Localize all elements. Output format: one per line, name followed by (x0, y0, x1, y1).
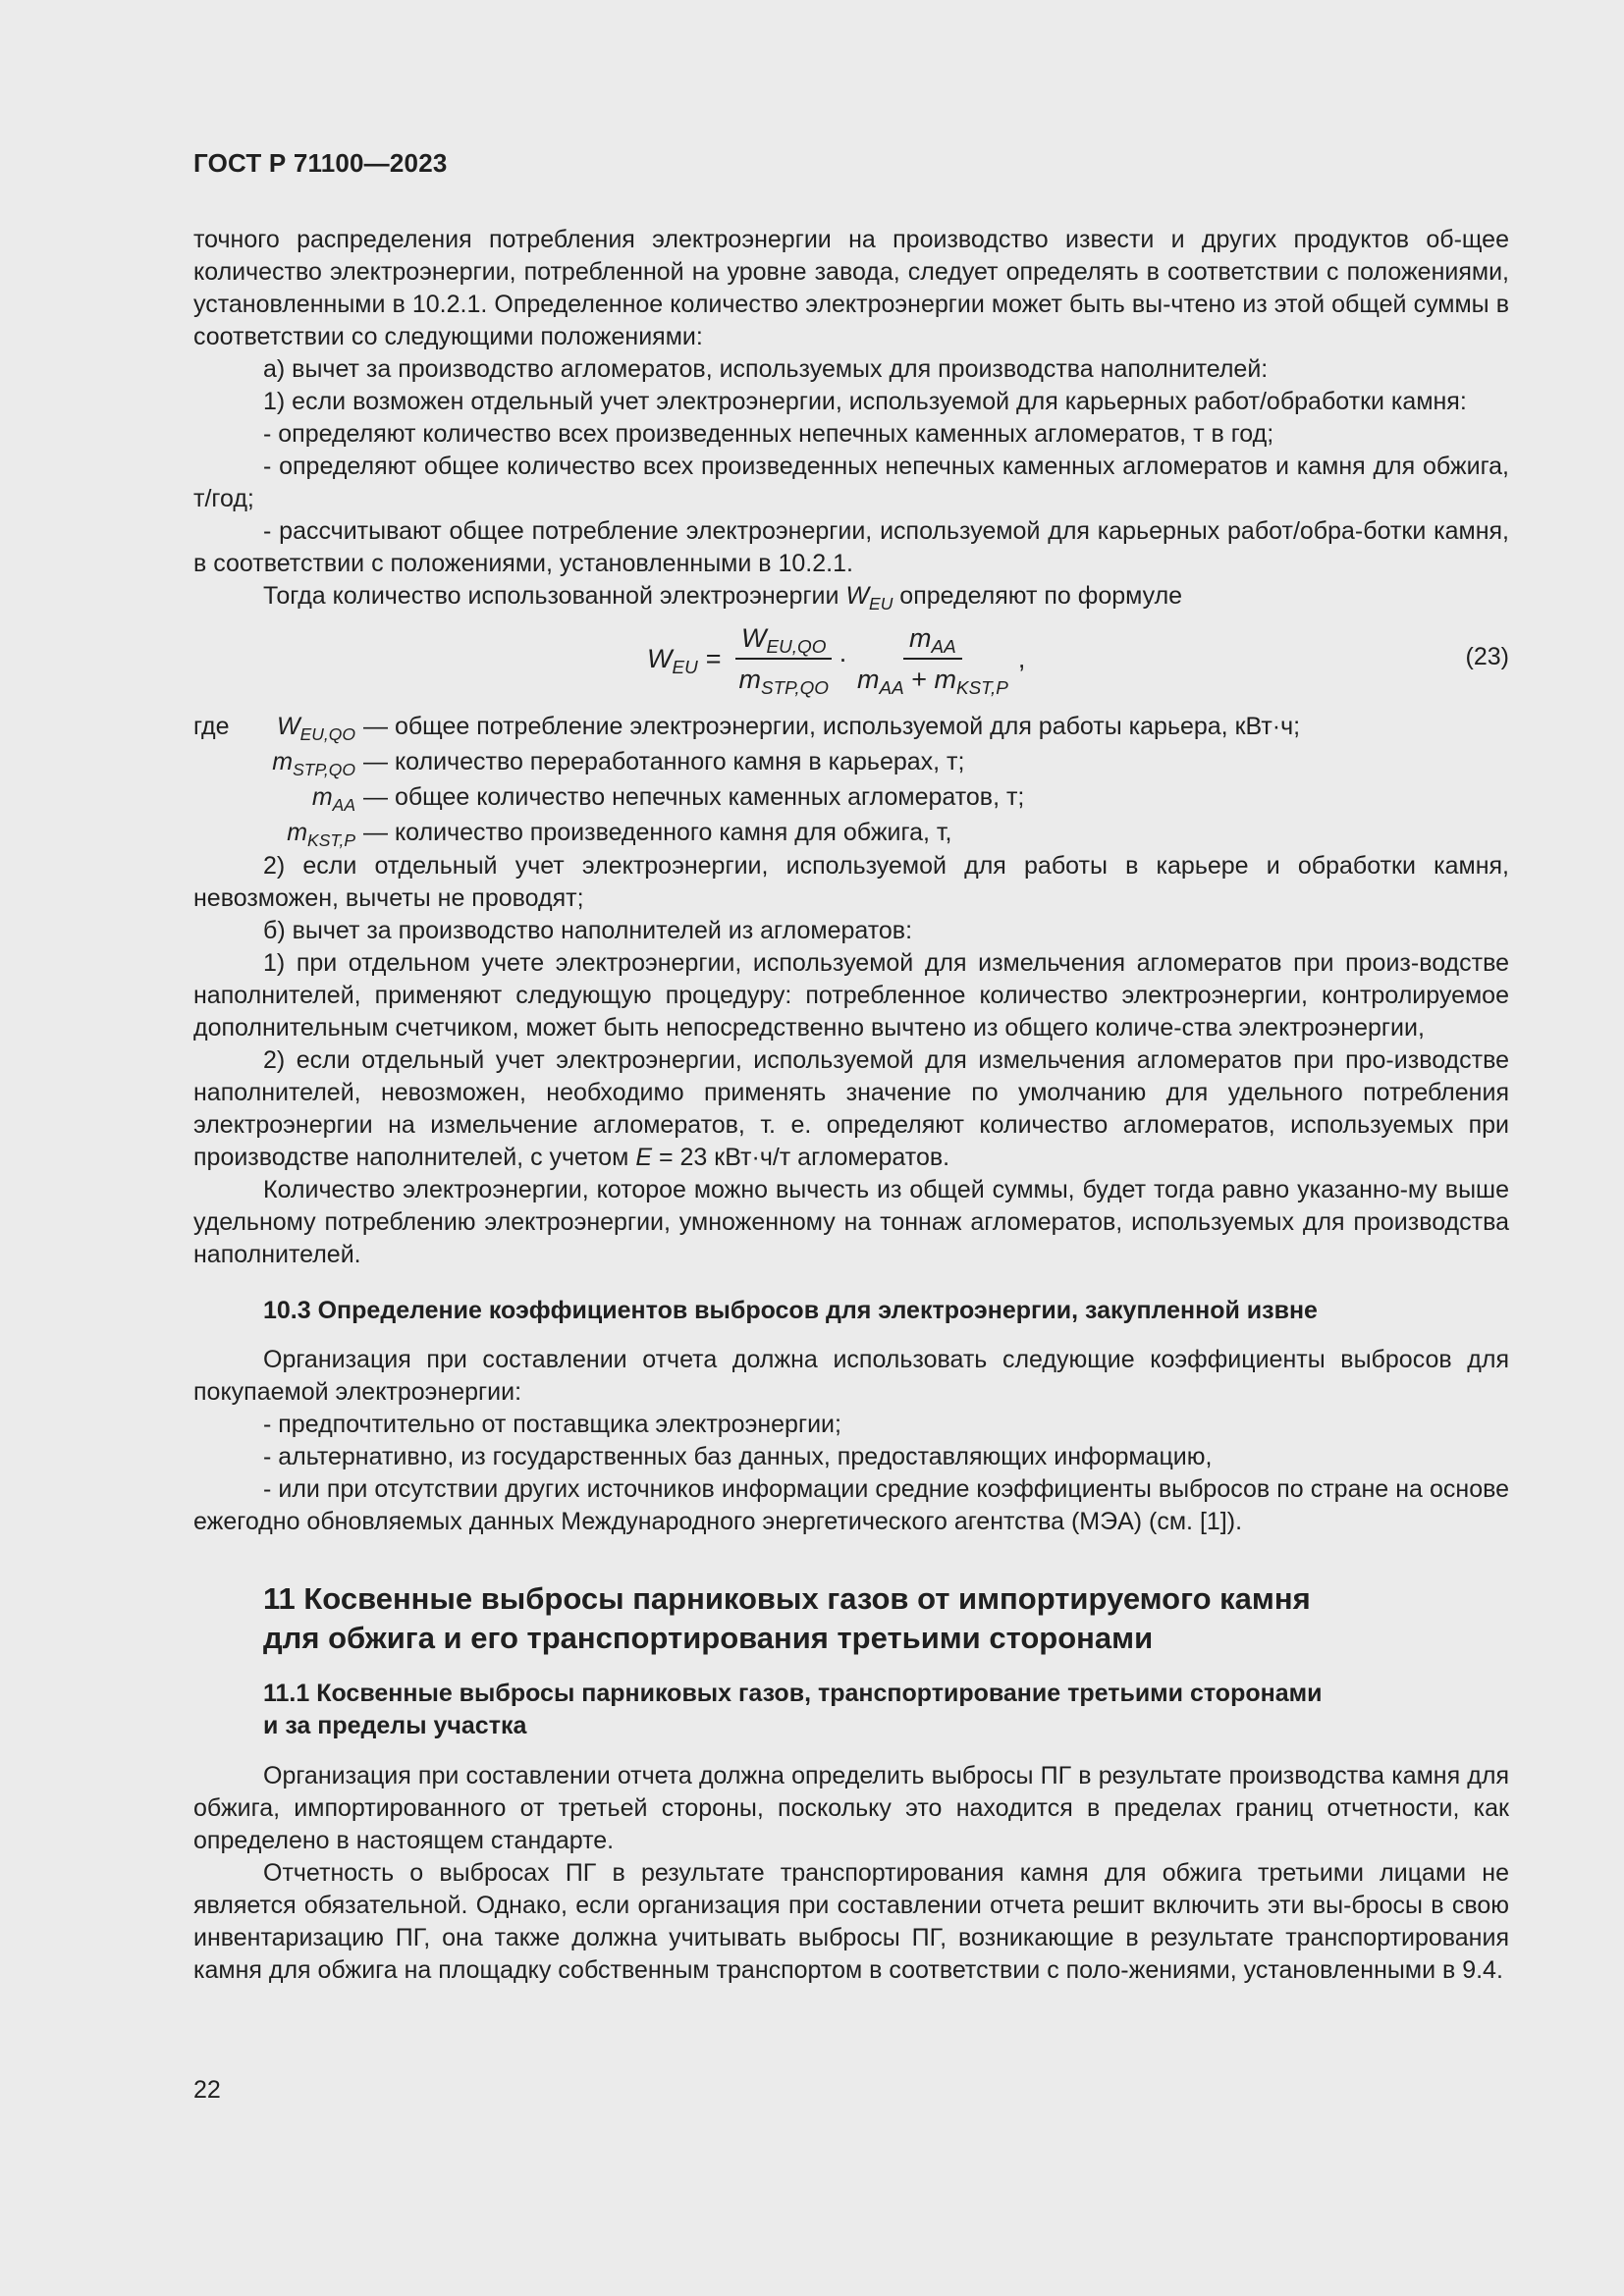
paragraph: Организация при составлении отчета должна определить выбросы ПГ в результате производства камня для обжига, импортированного от третьей стороны, поскольку это находится в пределах границ отчетности, как определено в настоящем стандарте. (193, 1762, 1509, 1854)
equation-number: (23) (1465, 643, 1509, 670)
document-header: ГОСТ Р 71100—2023 (193, 148, 448, 178)
formula-intro-before: Тогда количество использованной электроэнергии (263, 582, 846, 610)
legend-row: где $W_{EU,QO}$ — общее потребление электроэнергии, используемой для работы карьера, кВт·ч; (193, 709, 1509, 744)
paragraph: 2) если отдельный учет электроэнергии, используемой для измельчения агломератов при про-изводстве наполнителей, невозможен, необходимо применять значение по умолчанию для удельного потребления электроэнергии на измельчение агломератов, т. е. определяют количество агломератов, используемых при производстве наполнителей, с учетом E = 23 кВт·ч/т агломератов. (193, 1046, 1509, 1171)
fraction-1-denominator: $m_{STP,QO}$ (738, 665, 829, 699)
paragraph: точного распределения потребления электроэнергии на производство извести и других продуктов об-щее количество электроэнергии, потребленной на уровне завода, следует определять в соответствии с положениями, установленными в 10.2.1. Определенное количество электроэнергии может быть вы-чтено из этой общей суммы в соответствии со следующими положениями: (193, 226, 1509, 350)
formula-23 (193, 614, 1509, 703)
formula-multiply-dot: · (838, 643, 847, 673)
formula-intro-after: определяют по формуле (893, 582, 1183, 610)
paragraph: - определяют общее количество всех произведенных непечных каменных агломератов и камня для обжига, т/год; (193, 453, 1509, 512)
formula-lhs: $W_{EU}$ (647, 643, 698, 678)
paragraph: - альтернативно, из государственных баз данных, предоставляющих информацию, (263, 1443, 1213, 1470)
formula-comma: , (1017, 643, 1026, 673)
paragraph: Организация при составлении отчета должна использовать следующие коэффициенты выбросов для покупаемой электроэнергии: (193, 1346, 1509, 1406)
paragraph: - определяют количество всех произведенных непечных каменных агломератов, т в год; (263, 420, 1274, 448)
section-heading-11-1: 11.1 Косвенные выбросы парниковых газов, транспортирование третьими сторонами и за пределы участка (263, 1680, 1323, 1739)
legend-description: — количество произведенного камня для обжига, т, (363, 819, 952, 846)
section-heading-10-3: 10.3 Определение коэффициентов выбросов для электроэнергии, закупленной извне (263, 1297, 1318, 1324)
page-body (193, 224, 1509, 1987)
section-heading-11: 11 Косвенные выбросы парниковых газов от импортируемого камня для обжига и его транспортирования третьими сторонами (263, 1581, 1311, 1655)
formula-intro-sub: EU (869, 594, 893, 614)
variable-legend (193, 709, 1509, 850)
page-number: 22 (193, 2076, 221, 2104)
fraction-2-denominator: $m_{AA} + m_{KST,P}$ (856, 665, 1008, 699)
formula-expression (647, 614, 1025, 703)
paragraph: - рассчитывают общее потребление электроэнергии, используемой для карьерных работ/обра-ботки камня, в соответствии с положениями, установленными в 10.2.1. (193, 517, 1509, 577)
paragraph: - предпочтительно от поставщика электроэнергии; (263, 1411, 841, 1438)
paragraph: Количество электроэнергии, которое можно вычесть из общей суммы, будет тогда равно указанно-му выше удельному потреблению электроэнергии, умноженному на тоннаж агломератов, используемых для производства наполнителей. (193, 1176, 1509, 1268)
paragraph: а) вычет за производство агломератов, используемых для производства наполнителей: (263, 355, 1269, 383)
formula-intro-var: W (845, 582, 870, 610)
paragraph: - или при отсутствии других источников информации средние коэффициенты выбросов по стране на основе ежегодно обновляемых данных Международного энергетического агентства (МЭА) (см. [1]). (193, 1475, 1509, 1535)
formula-intro (193, 580, 1509, 613)
paragraph: Отчетность о выбросах ПГ в результате транспортирования камня для обжига третьими лицами не является обязательной. Однако, если организация при составлении отчета решит включить эти вы-бросы в свою инвентаризацию ПГ, она также должна учитывать выбросы ПГ, возникающие в результате транспортирования камня для обжига на площадку собственным транспортом в соответствии с поло-жениями, установленными в 9.4. (193, 1859, 1509, 1984)
legend-description: — общее количество непечных каменных агломератов, т; (363, 783, 1025, 811)
fraction-2-numerator: $m_{AA}$ (903, 620, 962, 660)
formula-equals: = (705, 643, 722, 673)
paragraph: б) вычет за производство наполнителей из агломератов: (263, 917, 913, 944)
legend-description: — общее потребление электроэнергии, используемой для работы карьера, кВт·ч; (363, 713, 1301, 740)
legend-lead-word: где (193, 713, 230, 740)
legend-row: $m_{AA}$ — общее количество непечных каменных агломератов, т; (193, 779, 1509, 815)
legend-row: $m_{KST,P}$ — количество произведенного камня для обжига, т, (193, 815, 1509, 850)
paragraph: 1) при отдельном учете электроэнергии, используемой для измельчения агломератов при произ-водстве наполнителей, применяют следующую процедуру: потребленное количество электроэнергии, контролируемое дополнительным счетчиком, может быть непосредственно вычтено из общего количе-ства электроэнергии, (193, 949, 1509, 1041)
legend-row: $m_{STP,QO}$ — количество переработанного камня в карьерах, т; (193, 744, 1509, 779)
paragraph: 1) если возможен отдельный учет электроэнергии, используемой для карьерных работ/обработки камня: (263, 388, 1467, 415)
formula-fraction-2 (851, 620, 1014, 697)
fraction-1-numerator: $W_{EU,QO}$ (735, 620, 832, 660)
paragraph: 2) если отдельный учет электроэнергии, используемой для работы в карьере и обработки камня, невозможен, вычеты не проводят; (193, 852, 1509, 912)
legend-description: — количество переработанного камня в карьерах, т; (363, 748, 965, 775)
formula-fraction-1 (733, 620, 835, 697)
